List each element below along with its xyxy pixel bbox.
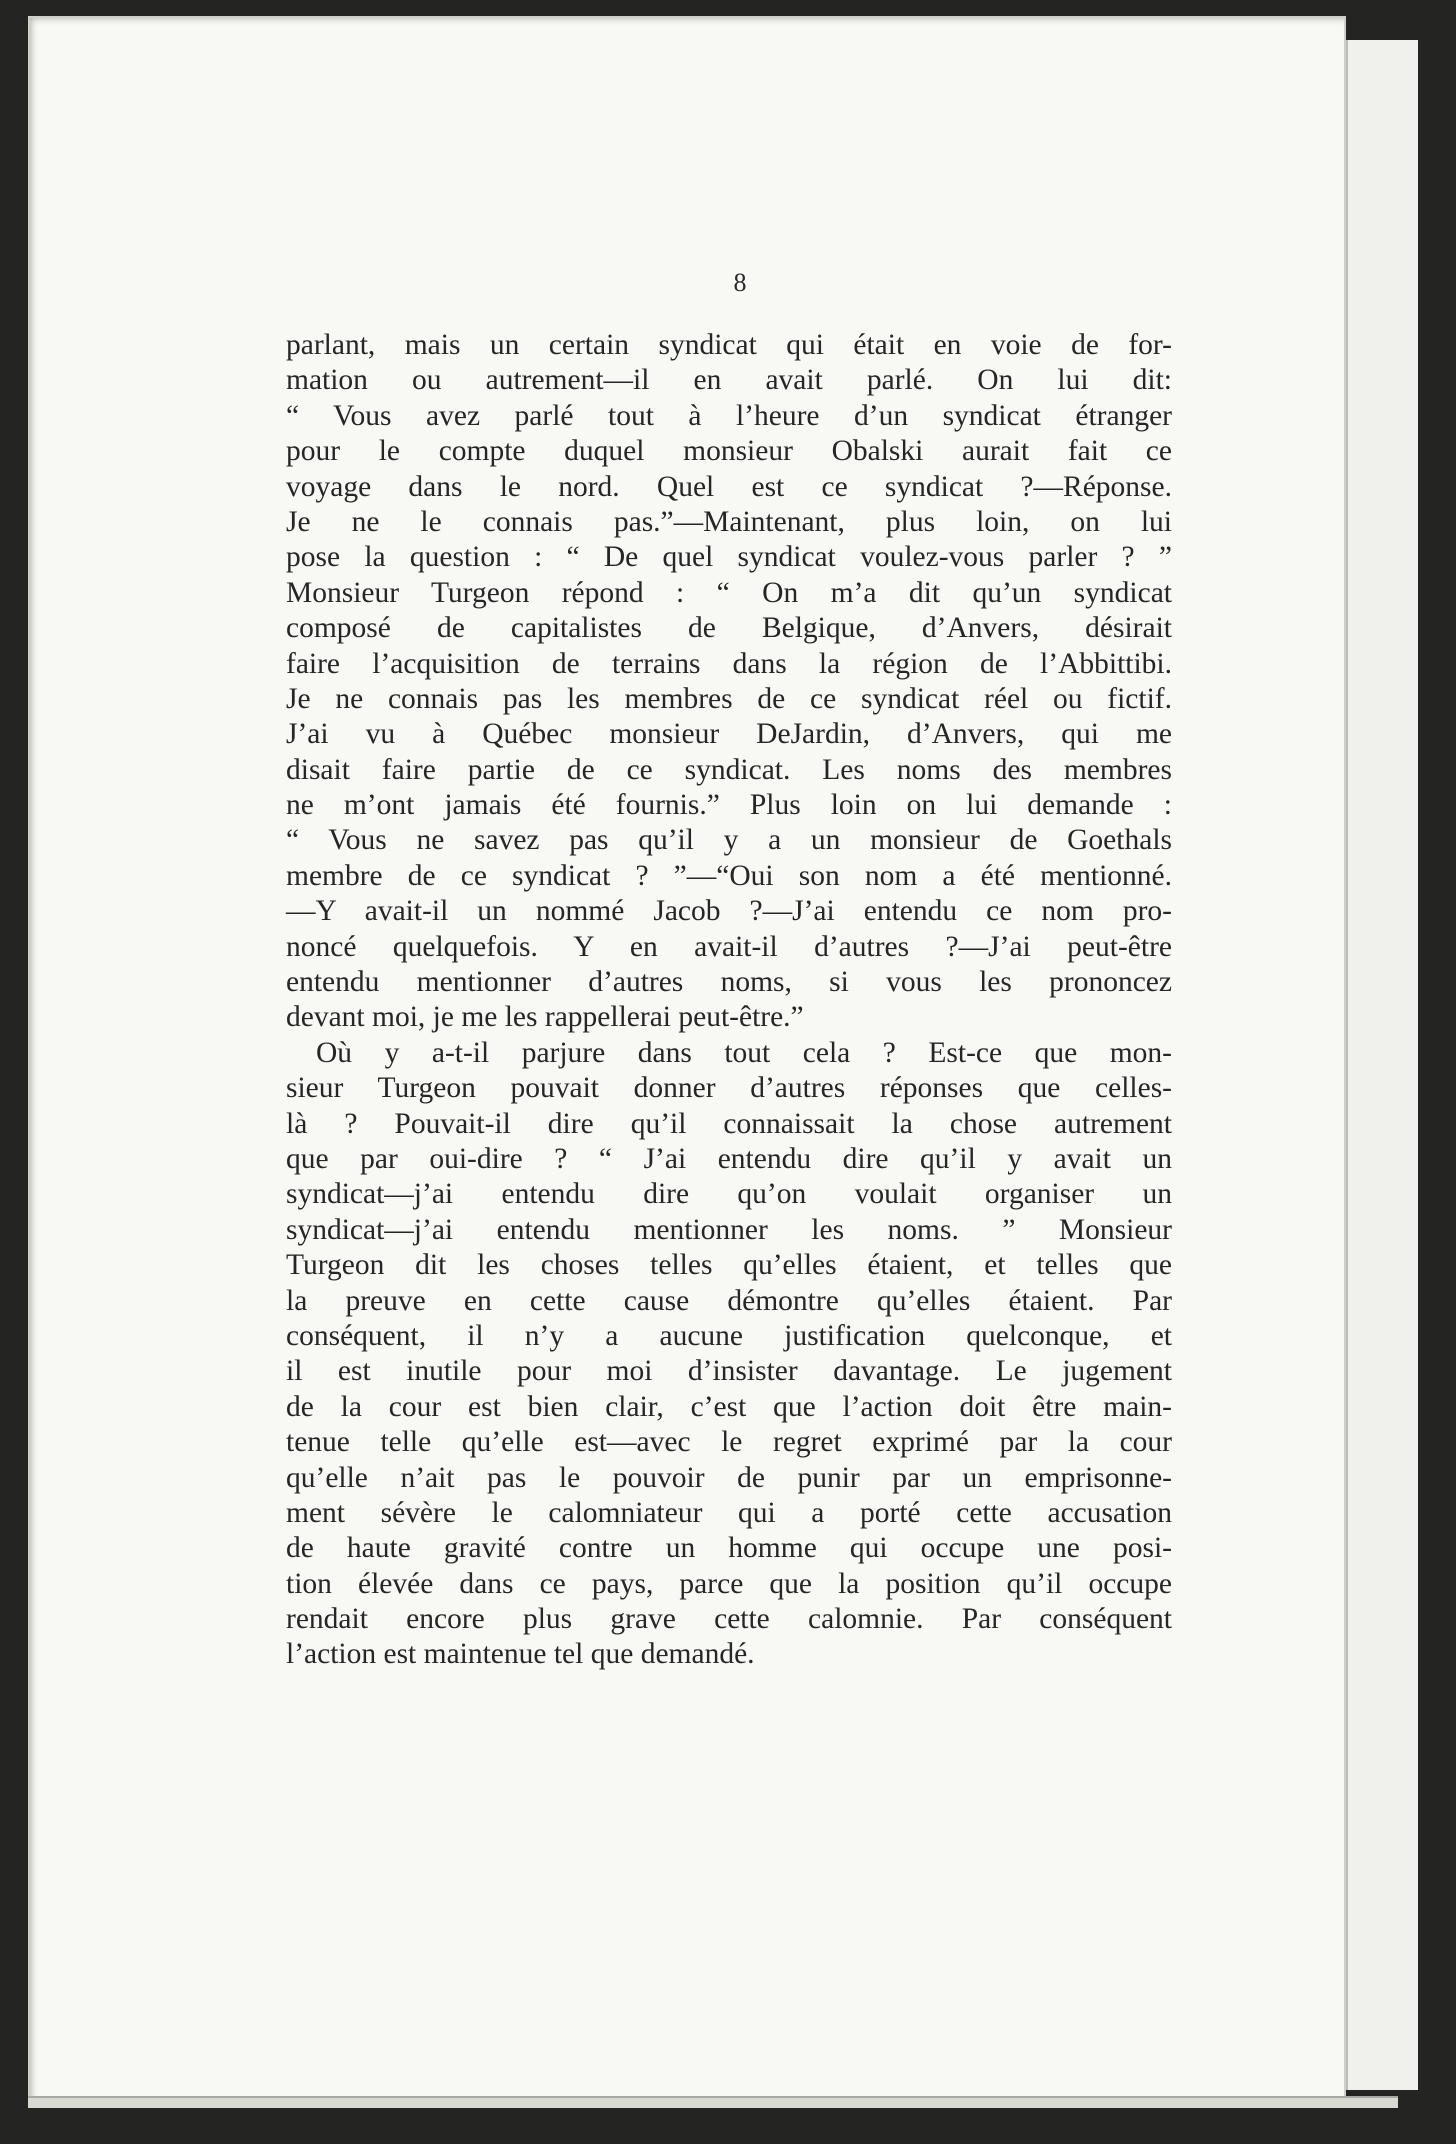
- text-line: Je ne connais pas les membres de ce syndicat réel ou fictif.: [286, 682, 1172, 715]
- text-line: parlant, mais un certain syndicat qui était en voie de for-: [286, 329, 1172, 361]
- text-line: “ Vous avez parlé tout à l’heure d’un syndicat étranger: [286, 399, 1172, 432]
- text-line: rendait encore plus grave cette calomnie. Par conséquent: [286, 1603, 1172, 1636]
- text-line: qu’elle n’ait pas le pouvoir de punir par un emprisonne-: [286, 1461, 1172, 1494]
- text-line: pour le compte duquel monsieur Obalski aurait fait ce: [286, 435, 1172, 468]
- paragraph: [286, 328, 1172, 1036]
- text-line: ne m’ont jamais été fournis.” Plus loin on lui demande :: [286, 789, 1172, 822]
- body-text: [286, 328, 1172, 1673]
- text-line: —Y avait-il un nommé Jacob ?—J’ai entendu ce nom pro-: [286, 895, 1172, 928]
- text-line: ment sévère le calomniateur qui a porté cette accusation: [286, 1496, 1172, 1529]
- text-line: membre de ce syndicat ? ”—“Oui son nom a été mentionné.: [286, 859, 1172, 892]
- text-line: mation ou autrement—il en avait parlé. On lui dit:: [286, 364, 1172, 397]
- text-line: que par oui-dire ? “ J’ai entendu dire qu’il y avait un: [286, 1142, 1172, 1175]
- text-line: disait faire partie de ce syndicat. Les noms des membres: [286, 753, 1172, 786]
- text-line: tion élevée dans ce pays, parce que la position qu’il occupe: [286, 1567, 1172, 1600]
- text-line: la preuve en cette cause démontre qu’elles étaient. Par: [286, 1284, 1172, 1317]
- text-line: là ? Pouvait-il dire qu’il connaissait la chose autrement: [286, 1107, 1172, 1140]
- text-line: syndicat—j’ai entendu dire qu’on voulait organiser un: [286, 1178, 1172, 1211]
- text-line: noncé quelquefois. Y en avait-il d’autres ?—J’ai peut-être: [286, 930, 1172, 963]
- text-line: Où y a-t-il parjure dans tout cela ? Est-ce que mon-: [316, 1036, 1172, 1069]
- paragraph: [286, 1036, 1172, 1673]
- text-line: devant moi, je me les rappellerai peut-être.”: [286, 1001, 804, 1034]
- text-line: faire l’acquisition de terrains dans la région de l’Abbittibi.: [286, 647, 1172, 680]
- text-line: de la cour est bien clair, c’est que l’action doit être main-: [286, 1390, 1172, 1423]
- text-line: de haute gravité contre un homme qui occupe une posi-: [286, 1532, 1172, 1565]
- text-line: pose la question : “ De quel syndicat voulez-vous parler ? ”: [286, 541, 1172, 574]
- adjacent-page-edge: [1346, 40, 1418, 2090]
- text-line: tenue telle qu’elle est—avec le regret exprimé par la cour: [286, 1426, 1172, 1459]
- page-bottom-edge: [28, 2096, 1398, 2108]
- text-line: l’action est maintenue tel que demandé.: [286, 1638, 755, 1671]
- text-line: entendu mentionner d’autres noms, si vous les prononcez: [286, 966, 1172, 999]
- text-line: sieur Turgeon pouvait donner d’autres réponses que celles-: [286, 1072, 1172, 1105]
- text-line: voyage dans le nord. Quel est ce syndicat ?—Réponse.: [286, 470, 1172, 503]
- text-line: conséquent, il n’y a aucune justification quelconque, et: [286, 1319, 1172, 1352]
- text-line: Je ne le connais pas.”—Maintenant, plus loin, on lui: [286, 505, 1172, 538]
- text-line: il est inutile pour moi d’insister davantage. Le jugement: [286, 1355, 1172, 1388]
- text-line: “ Vous ne savez pas qu’il y a un monsieur de Goethals: [286, 824, 1172, 857]
- text-line: syndicat—j’ai entendu mentionner les noms. ” Monsieur: [286, 1213, 1172, 1246]
- text-line: composé de capitalistes de Belgique, d’Anvers, désirait: [286, 612, 1172, 645]
- text-line: J’ai vu à Québec monsieur DeJardin, d’Anvers, qui me: [286, 718, 1172, 751]
- text-line: Monsieur Turgeon répond : “ On m’a dit qu’un syndicat: [286, 576, 1172, 609]
- text-line: Turgeon dit les choses telles qu’elles étaient, et telles que: [286, 1249, 1172, 1282]
- page-number: 8: [733, 268, 747, 297]
